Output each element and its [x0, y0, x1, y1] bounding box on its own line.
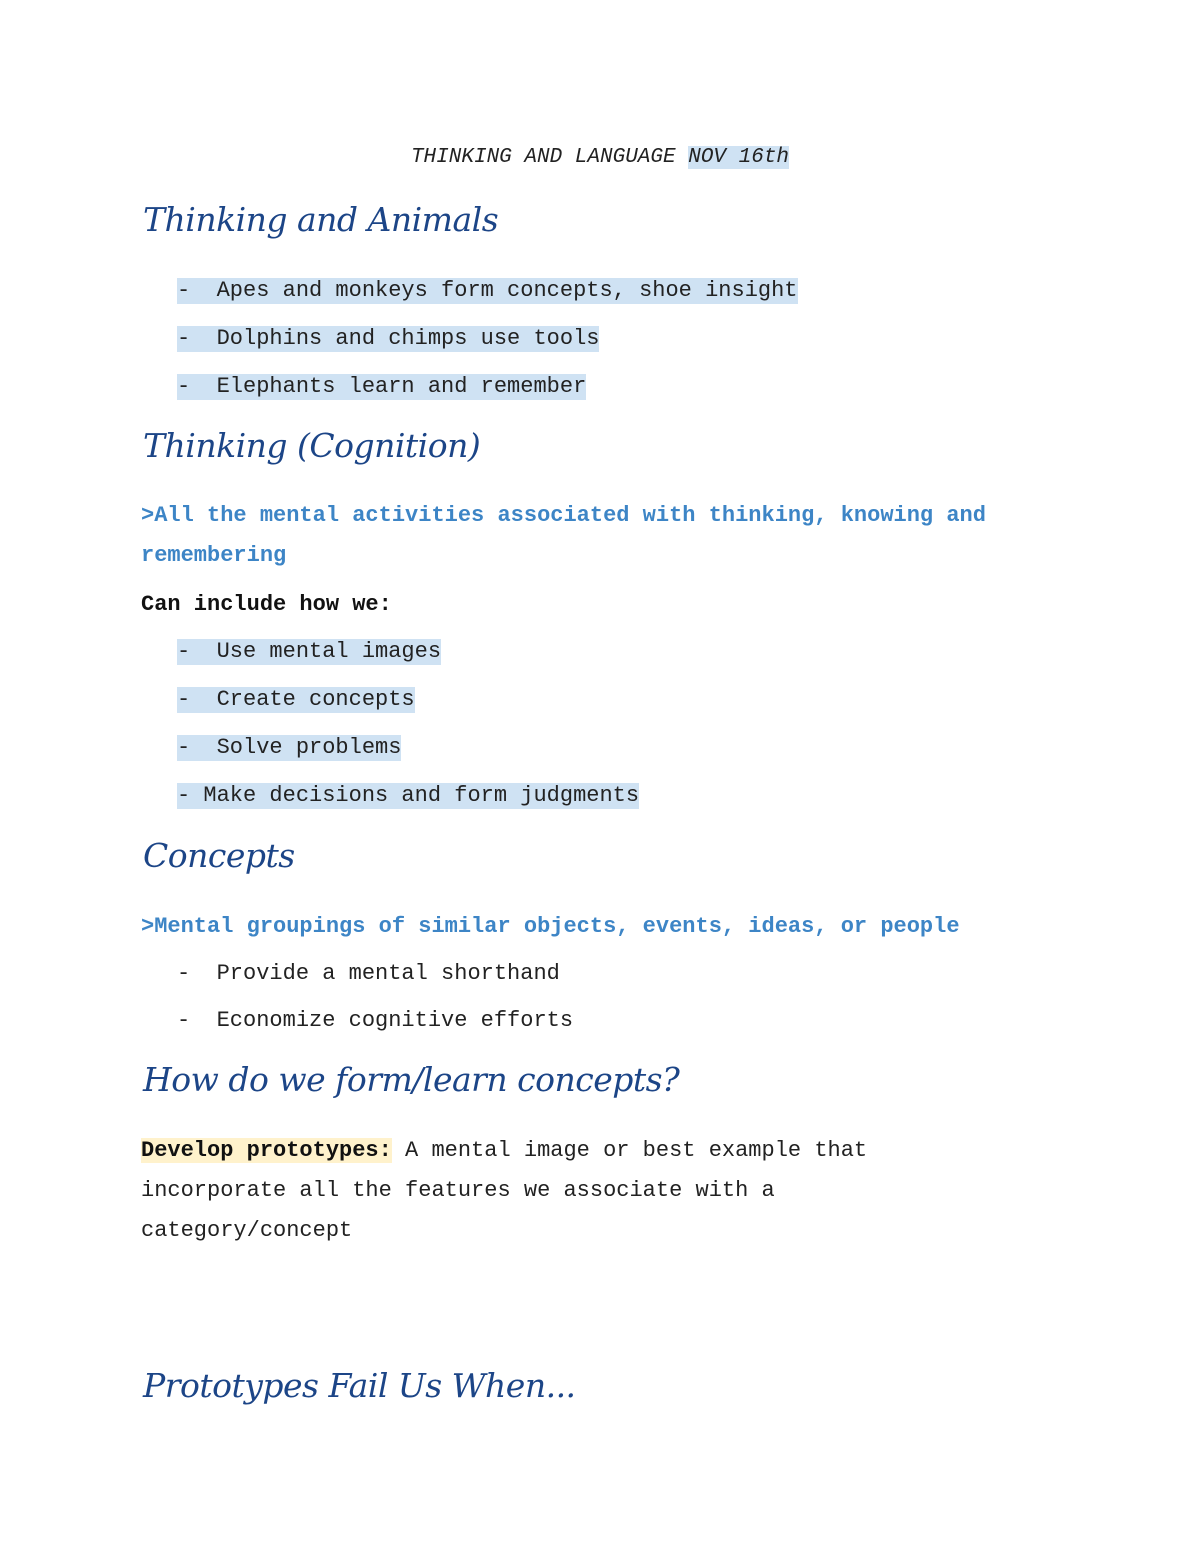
list-item: - Dolphins and chimps use tools [177, 326, 600, 351]
title-main: THINKING AND LANGUAGE [410, 146, 676, 169]
list-item: - Make decisions and form judgments [177, 783, 640, 808]
list-item: - Use mental images [177, 639, 442, 664]
heading-thinking-and-animals: Thinking and Animals [143, 200, 499, 239]
heading-thinking-cognition: Thinking (Cognition) [143, 426, 481, 465]
title-date: NOV 16th [688, 146, 790, 169]
cognition-intro: Can include how we: [141, 592, 392, 617]
list-item: - Economize cognitive efforts [177, 1008, 574, 1033]
list-item: - Apes and monkeys form concepts, shoe insight [177, 278, 798, 303]
prototype-term: Develop prototypes: [141, 1138, 392, 1163]
cognition-definition: >All the mental activities associated with thinking, knowing and remembering [141, 503, 986, 568]
heading-forming-concepts: How do we form/learn concepts? [143, 1060, 680, 1099]
heading-concepts: Concepts [143, 836, 295, 875]
prototype-paragraph [141, 1131, 971, 1251]
list-item: - Solve problems [177, 735, 402, 760]
document-title [0, 146, 1200, 169]
concepts-definition: >Mental groupings of similar objects, events, ideas, or people [141, 914, 960, 939]
list-item: - Elephants learn and remember [177, 374, 587, 399]
list-item: - Provide a mental shorthand [177, 961, 560, 986]
list-item: - Create concepts [177, 687, 415, 712]
heading-prototypes-fail: Prototypes Fail Us When... [143, 1366, 576, 1405]
prototype-text: A mental image or best example that incorporate all the features we associate with a category/concept [141, 1138, 868, 1243]
